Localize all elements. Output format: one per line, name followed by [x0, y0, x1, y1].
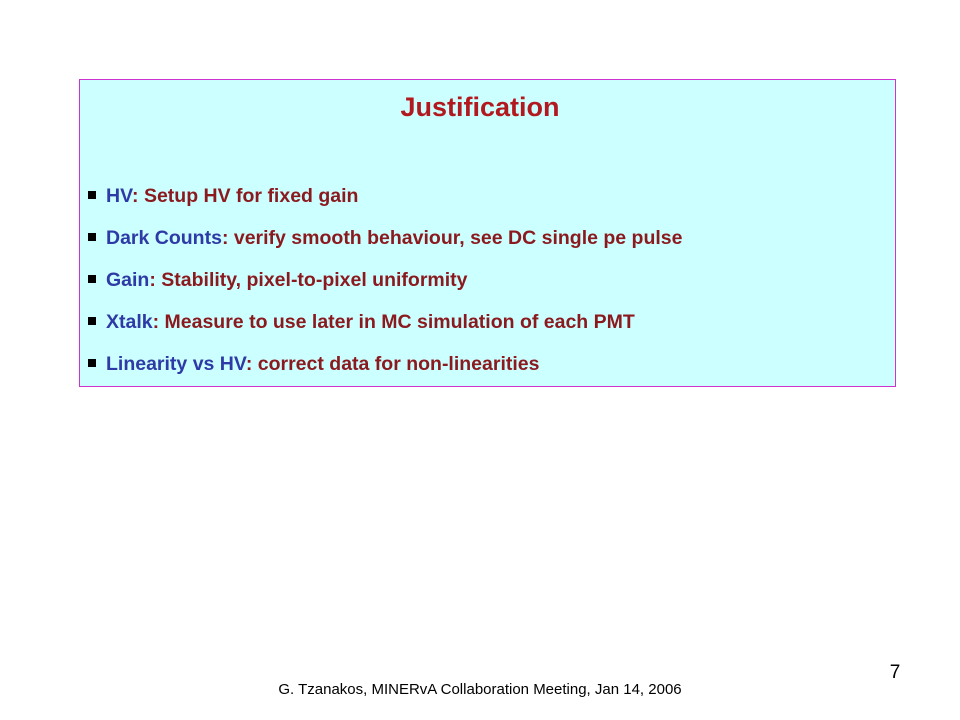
slide-footer: G. Tzanakos, MINERvA Collaboration Meeting, Jan 14, 2006	[278, 681, 682, 698]
bullet-item-xtalk	[88, 304, 683, 346]
bullet-term: Gain	[106, 269, 150, 291]
bullet-description: Measure to use later in MC simulation of each PMT	[164, 311, 635, 333]
bullet-item-hv	[88, 178, 683, 220]
square-bullet-icon	[88, 191, 96, 199]
bullet-separator: :	[152, 311, 165, 333]
square-bullet-icon	[88, 275, 96, 283]
page-number: 7	[889, 662, 901, 683]
bullet-separator: :	[132, 185, 144, 207]
square-bullet-icon	[88, 317, 96, 325]
bullet-description: verify smooth behaviour, see DC single pe pulse	[233, 227, 683, 249]
slide-title: Justification	[400, 92, 560, 122]
square-bullet-icon	[88, 233, 96, 241]
bullet-item-gain	[88, 262, 683, 304]
bullet-description: correct data for non-linearities	[257, 353, 540, 375]
bullet-term: Dark Counts	[106, 227, 222, 249]
bullet-separator: :	[245, 353, 258, 375]
bullet-term: Linearity vs HV	[106, 353, 246, 375]
bullet-description: Stability, pixel-to-pixel uniformity	[161, 269, 468, 291]
bullet-list	[88, 178, 683, 388]
bullet-description: Setup HV for fixed gain	[143, 185, 359, 207]
square-bullet-icon	[88, 359, 96, 367]
bullet-separator: :	[221, 227, 234, 249]
bullet-item-dark-counts	[88, 220, 683, 262]
bullet-separator: :	[149, 269, 162, 291]
bullet-term: HV	[106, 185, 133, 207]
bullet-term: Xtalk	[106, 311, 153, 333]
bullet-item-linearity	[88, 346, 683, 388]
